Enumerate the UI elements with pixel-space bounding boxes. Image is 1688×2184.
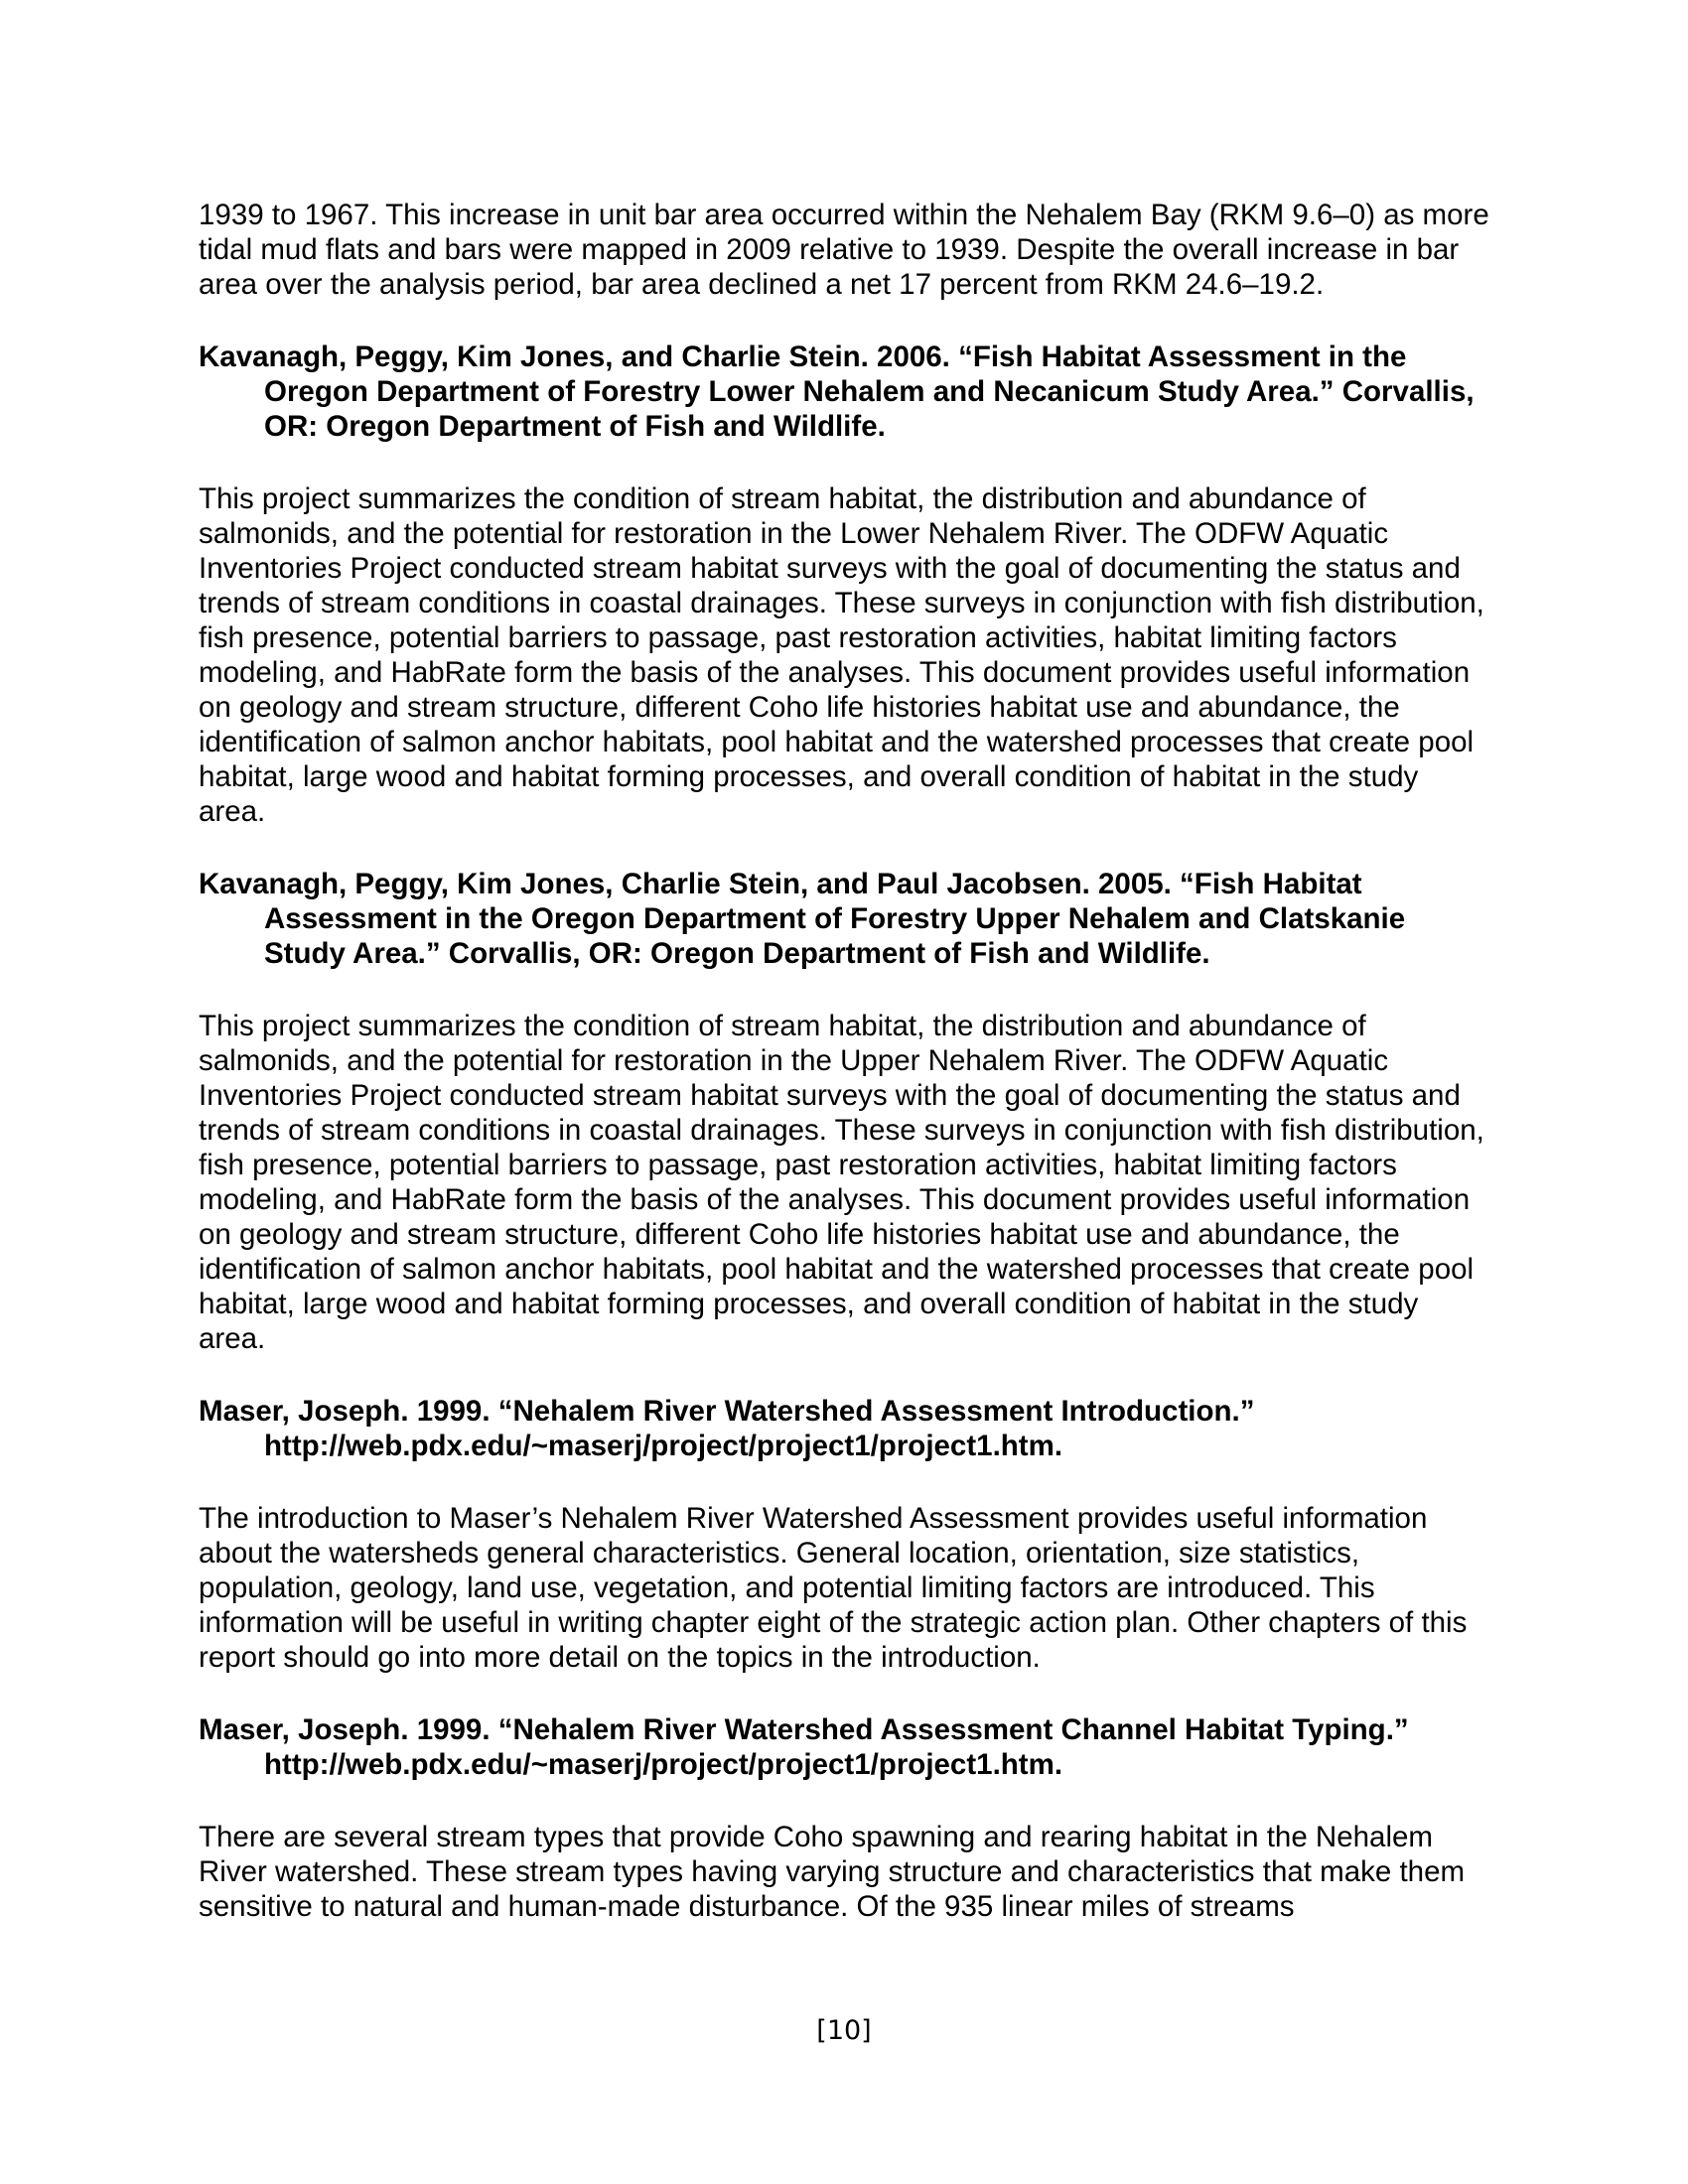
page-number: [10] bbox=[816, 2015, 872, 2046]
summary-kavanagh-2005: This project summarizes the condition of stream habitat, the distribution and abundance of salmonids, and the potential for restoration in the Upper Nehalem River. The ODFW Aquatic Inventories Project conducted stream habitat surveys with the goal of documenting the status and trends of stream conditions in coastal drainages. These surveys in conjunction with fish distribution, fish presence, potential barriers to passage, past restoration activities, habitat limiting factors modeling, and HabRate form the basis of the analyses. This document provides useful information on geology and stream structure, different Coho life histories habitat use and abundance, the identification of salmon anchor habitats, pool habitat and the watershed processes that create pool habitat, large wood and habitat forming processes, and overall condition of habitat in the study area. bbox=[199, 1010, 1484, 1355]
document-body bbox=[199, 198, 1489, 1924]
citation-maser-introduction: Maser, Joseph. 1999. “Nehalem River Watershed Assessment Introduction.” http://web.pdx.edu/~maserj/project/project1/project1.htm. bbox=[199, 1395, 1255, 1462]
spacer bbox=[199, 1356, 1489, 1394]
spacer bbox=[199, 1463, 1489, 1501]
summary-maser-introduction: The introduction to Maser’s Nehalem River Watershed Assessment provides useful information about the watersheds general characteristics. General location, orientation, size statistics, population, geology, land use, vegetation, and potential limiting factors are introduced. This information will be useful in writing chapter eight of the strategic action plan. Other chapters of this report should go into more detail on the topics in the introduction. bbox=[199, 1502, 1468, 1674]
summary-kavanagh-2006: This project summarizes the condition of stream habitat, the distribution and abundance of salmonids, and the potential for restoration in the Lower Nehalem River. The ODFW Aquatic Inventories Project conducted stream habitat surveys with the goal of documenting the status and trends of stream conditions in coastal drainages. These surveys in conjunction with fish distribution, fish presence, potential barriers to passage, past restoration activities, habitat limiting factors modeling, and HabRate form the basis of the analyses. This document provides useful information on geology and stream structure, different Coho life histories habitat use and abundance, the identification of salmon anchor habitats, pool habitat and the watershed processes that create pool habitat, large wood and habitat forming processes, and overall condition of habitat in the study area. bbox=[199, 482, 1484, 828]
spacer bbox=[199, 444, 1489, 481]
citation-kavanagh-2006: Kavanagh, Peggy, Kim Jones, and Charlie Stein. 2006. “Fish Habitat Assessment in the Oregon Department of Forestry Lower Nehalem and Necanicum Study Area.” Corvallis, OR: Oregon Department of Fish and Wildlife. bbox=[199, 341, 1475, 443]
continuation-paragraph: 1939 to 1967. This increase in unit bar area occurred within the Nehalem Bay (RKM 9.6–0) as more tidal mud flats and bars were mapped in 2009 relative to 1939. Despite the overall increase in bar area over the analysis period, bar area declined a net 17 percent from RKM 24.6–19.2. bbox=[199, 199, 1489, 301]
citation-kavanagh-2005: Kavanagh, Peggy, Kim Jones, Charlie Stein, and Paul Jacobsen. 2005. “Fish Habitat Assessment in the Oregon Department of Forestry Upper Nehalem and Clatskanie Study Area.” Corvallis, OR: Oregon Department of Fish and Wildlife. bbox=[199, 868, 1406, 970]
citation-maser-channel-habitat: Maser, Joseph. 1999. “Nehalem River Watershed Assessment Channel Habitat Typing.” http://web.pdx.edu/~maserj/project/project1/project1.htm. bbox=[199, 1713, 1409, 1781]
spacer bbox=[199, 1782, 1489, 1820]
spacer bbox=[199, 971, 1489, 1009]
spacer bbox=[199, 829, 1489, 867]
summary-maser-channel-habitat: There are several stream types that provide Coho spawning and rearing habitat in the Nehalem River watershed. These stream types having varying structure and characteristics that make them sensitive to natural and human-made disturbance. Of the 935 linear miles of streams bbox=[199, 1821, 1466, 1923]
spacer bbox=[199, 302, 1489, 340]
spacer bbox=[199, 1675, 1489, 1712]
